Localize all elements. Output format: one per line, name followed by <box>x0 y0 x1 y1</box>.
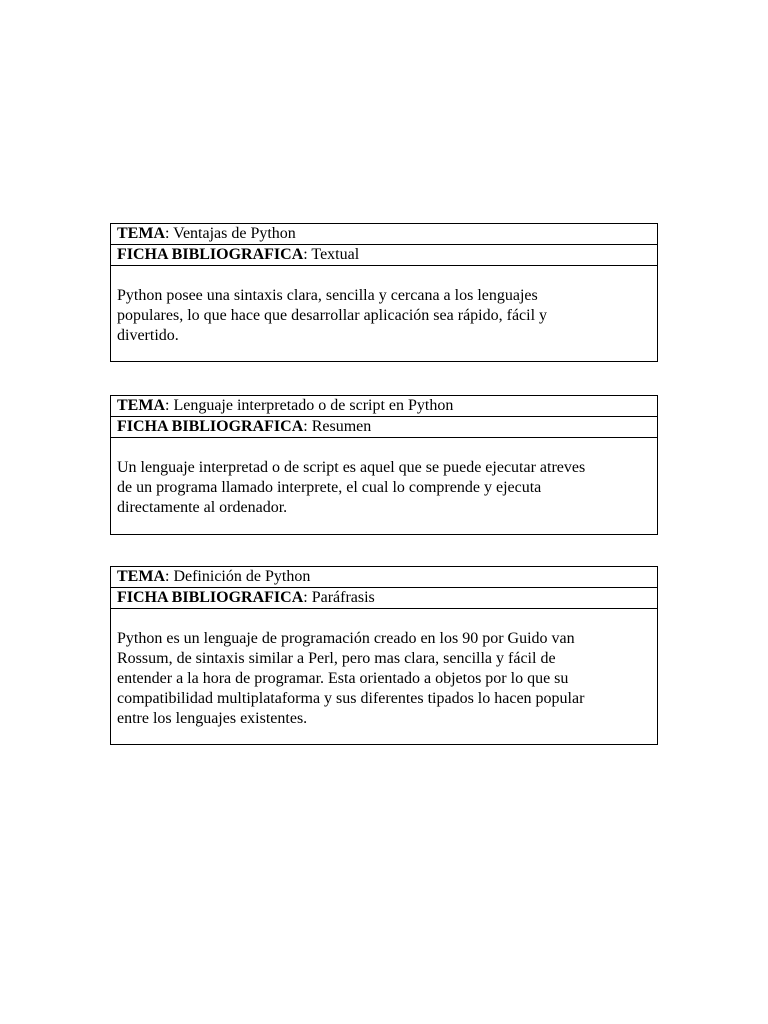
card-body <box>111 266 657 346</box>
ficha-row <box>111 588 657 609</box>
body-line: directamente al ordenador. <box>117 499 288 516</box>
body-line: divertido. <box>117 327 179 344</box>
tema-value: : Definición de Python <box>165 568 311 585</box>
body-line: entre los lenguajes existentes. <box>117 710 308 727</box>
body-line: entender a la hora de programar. Esta orientado a objetos por lo que su <box>117 670 569 687</box>
bibliographic-card-1 <box>110 223 658 362</box>
body-line: Rossum, de sintaxis similar a Perl, pero mas clara, sencilla y fácil de <box>117 650 556 667</box>
bibliographic-card-3 <box>110 566 658 745</box>
body-line: de un programa llamado interprete, el cual lo comprende y ejecuta <box>117 479 542 496</box>
ficha-label: FICHA BIBLIOGRAFICA <box>117 246 304 263</box>
tema-row <box>111 224 657 245</box>
tema-value: : Lenguaje interpretado o de script en Python <box>165 397 454 414</box>
ficha-row <box>111 245 657 266</box>
body-line: Python es un lenguaje de programación creado en los 90 por Guido van <box>117 630 575 647</box>
tema-label: TEMA <box>117 568 165 585</box>
ficha-value: : Resumen <box>303 418 372 435</box>
ficha-value: : Paráfrasis <box>303 589 375 606</box>
ficha-value: : Textual <box>303 246 360 263</box>
bibliographic-card-2 <box>110 395 658 535</box>
ficha-label: FICHA BIBLIOGRAFICA <box>117 589 304 606</box>
body-line: Un lenguaje interpretad o de script es aquel que se puede ejecutar atreves <box>117 459 586 476</box>
ficha-label: FICHA BIBLIOGRAFICA <box>117 418 304 435</box>
tema-label: TEMA <box>117 225 165 242</box>
tema-row <box>111 396 657 417</box>
card-body <box>111 438 657 518</box>
body-line: populares, lo que hace que desarrollar aplicación sea rápido, fácil y <box>117 307 548 324</box>
ficha-row <box>111 417 657 438</box>
tema-label: TEMA <box>117 397 165 414</box>
tema-value: : Ventajas de Python <box>165 225 296 242</box>
tema-row <box>111 567 657 588</box>
body-line: Python posee una sintaxis clara, sencilla y cercana a los lenguajes <box>117 287 538 304</box>
body-line: compatibilidad multiplataforma y sus diferentes tipados lo hacen popular <box>117 690 585 707</box>
card-body <box>111 609 657 729</box>
